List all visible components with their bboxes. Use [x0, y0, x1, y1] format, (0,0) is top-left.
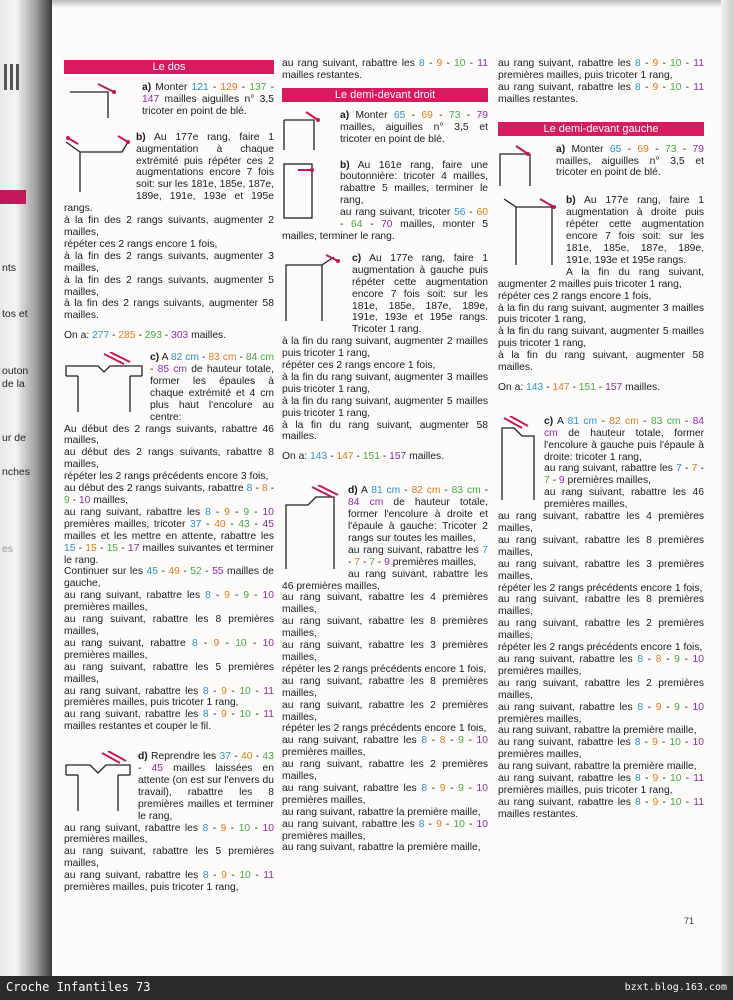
text: A	[161, 352, 168, 364]
instruction-line: répéter ces 2 rangs encore 1 fois,	[64, 238, 218, 250]
instruction-line: Au début des 2 rangs suivants, rabattre 46 mailles,	[64, 423, 274, 447]
step-d: d) A 81 cm - 82 cm - 83 cm - 84 cm de hauteur totale, former l'encolure à droite et l'épaule à gauche: Tricoter 2 rangs sur toutes les mailles, au rang suivant, rabattre les 7 - 7 - 7 - 9 premières mailles, au rang suivant, rabattre les 46 premières mailles, au rang suivant, rabattre les 4 premières mailles, au rang suivant, rabattre les 8 premières mailles, au rang suivant, rabattre les 3 premières mailles, répéter les 2 rangs précédents encore 1 fois, au rang suivant, rabattre les 8 premières mailles, au rang suivant, rabattre les 2 premières mailles, répéter les 2 rangs précédents encore 1 fois, au rang suivant, rabattre les 8 - 8 - 9 - 10 premières mailles, au rang suivant, rabattre les 2 premières mailles, au rang suivant, rabattre les 8 - 9 - 9 - 10 premières mailles, au rang suivant, rabattre la première maille, au rang suivant, rabattre les 8 - 9 - 10 - 10 premières mailles, au rang suivant, rabattre la première maille,	[282, 485, 488, 854]
size-value: 129	[220, 82, 238, 93]
instruction-line: au rang suivant, rabattre les 4 premières mailles,	[498, 511, 704, 534]
magazine-title: Croche Infantiles 73	[6, 980, 151, 994]
instruction-line: au rang suivant, rabattre les 7 - 7 - 7 - 9 premières mailles,	[544, 463, 704, 487]
total-line: On a: 277 - 285 - 293 - 303 mailles.	[64, 330, 227, 342]
instruction-line: au rang suivant, rabattre les 8 - 9 - 10 - 11 premières mailles, puis tricoter 1 rang,	[64, 870, 274, 894]
section-header-dos: Le dos	[64, 60, 274, 74]
text: On a:	[64, 330, 90, 342]
margin-fragment: outon	[2, 365, 29, 377]
instruction-line: au rang suivant, rabattre les 8 - 9 - 9 - 10 premières mailles,	[64, 590, 275, 614]
size-value: 121	[191, 82, 209, 93]
instruction-line: au rang suivant, tricoter 56 - 60 - 64 - 70 mailles, monter 5 mailles, terminer le rang.	[282, 207, 488, 242]
instruction-line: au rang suivant, rabattre les 8 - 9 - 10 - 10 premières mailles,	[64, 822, 274, 846]
binding-stripe	[10, 64, 13, 90]
step-c: c) Au 177e rang, faire 1 augmentation à gauche puis répéter cette augmentation encore 7 fois soit: sur les 181e, 185e, 187e, 189e, 191e, 193e et 195e rangs. Tricoter 1 rang. à la fin du rang suivant, augmenter 2 mailles puis tricoter 1 rang, répéter ces 2 rangs encore 1 fois, à la fin du rang suivant, augmenter 3 mailles puis tricoter 1 rang, à la fin du rang suivant, augmenter 5 mailles puis tricoter 1 rang, à la fin du rang suivant, augmenter 58 mailles. On a: 143 - 147 - 151 - 157 mailles.	[282, 252, 488, 463]
instruction-line: au rang suivant, rabattre la première maille,	[282, 842, 481, 854]
instruction-line: à la fin du rang suivant, augmenter 3 mailles puis tricoter 1 rang,	[498, 302, 704, 326]
instruction-line: répéter les 2 rangs précédents encore 1 fois,	[282, 723, 487, 735]
step-b: b) Au 177e rang, faire 1 augmentation à droite puis répéter cette augmentation encore 7 fois soit: sur les 181e, 185e, 187e, 189e, 191e, 193e et 195e rangs. A la fin du rang suivant, augmenter 2 mailles puis tricoter 1 rang, répéter ces 2 rangs encore 1 fois, à la fin du rang suivant, augmenter 3 mailles puis tricoter 1 rang, à la fin du rang suivant, augmenter 5 mailles puis tricoter 1 rang, à la fin du rang suivant, augmenter 58 mailles. On a: 143 - 147 - 151 - 157 mailles.	[498, 195, 705, 393]
instruction-line: au début des 2 rangs suivants, rabattre 8 mailles,	[64, 447, 274, 471]
diagram-buttonhole	[282, 160, 334, 220]
instruction-line: au rang suivant, rabattre les 5 premières mailles,	[64, 661, 274, 685]
size-value: 82 cm	[170, 352, 199, 364]
step-a: a) Monter 121 - 129 - 137 - 147 mailles aiguilles n° 3,5 tricoter en point de blé.	[64, 82, 274, 118]
instruction-line: au rang suivant, rabattre les 8 - 9 - 10 - 11 mailles restantes.	[498, 796, 704, 820]
margin-fragment: es	[2, 543, 14, 555]
text: Reprendre les	[151, 751, 217, 763]
instruction-line: au rang suivant, rabattre les 8 - 9 - 10 - 11 premières mailles, puis tricoter 1 rang,	[498, 58, 704, 81]
step-d: d) Reprendre les 37 - 40 - 43 - 45 mailles laissées en attente (on est sur l'envers du travail), rabattre les 8 premières mailles et terminer le rang, au rang suivant, rabattre les 8 - 9 - 10 - 10 premières mailles, au rang suivant, rabattre les 5 premières mailles, au rang suivant, rabattre les 8 - 9 - 10 - 11 premières mailles, puis tricoter 1 rang,	[64, 751, 274, 894]
instruction-line: au rang suivant, rabattre les 8 premières mailles,	[498, 594, 704, 618]
instruction-line: au rang suivant, rabattre les 5 premières mailles,	[64, 846, 274, 870]
size-value: 285	[118, 330, 136, 342]
size-value: 293	[144, 330, 162, 342]
size-value: 85 cm	[157, 364, 187, 376]
total-line: On a: 143 - 147 - 151 - 157 mailles.	[498, 381, 661, 393]
size-value: 303	[171, 330, 189, 342]
diagram-increase	[498, 195, 560, 267]
instruction-line: au rang suivant, rabattre les 4 premières mailles,	[282, 592, 488, 616]
step-label: b)	[136, 131, 146, 143]
instruction-line: au rang suivant, rabattre les 8 - 9 - 10 - 10 premières mailles,	[498, 737, 704, 761]
column-demi-devant-gauche	[498, 58, 704, 821]
instruction-line: au rang suivant, rabattre les 8 premières mailles,	[282, 616, 488, 640]
page-edge	[721, 0, 733, 1000]
page-number: 71	[684, 916, 695, 926]
margin-fragment: de la	[2, 378, 25, 390]
text: mailles laissées en attente (on est sur l'envers du travail), rabattre les 8 premières mailles et terminer le rang,	[138, 763, 274, 822]
instruction-line: répéter les 2 rangs précédents encore 3 fois,	[64, 471, 269, 483]
instruction-line: au rang suivant, rabattre les 3 premières mailles,	[282, 640, 488, 663]
binding-stripe	[16, 64, 19, 90]
instruction-line: répéter les 2 rangs précédents encore 1 fois,	[282, 663, 487, 675]
step-b	[64, 132, 274, 342]
instruction-line: au rang suivant, rabattre les 8 - 9 - 10 - 11 mailles restantes et couper le fil.	[64, 709, 274, 733]
page-top-shade	[0, 0, 733, 8]
instruction-line: au rang suivant, rabattre les 8 - 8 - 9 - 10 premières mailles,	[282, 735, 488, 759]
instruction-line: à la fin des 2 rangs suivants, augmenter 3 mailles,	[64, 250, 274, 274]
size-value: 277	[92, 330, 110, 342]
instruction-line: au rang suivant, rabattre les 46 premières mailles,	[544, 487, 704, 511]
instruction-line: au rang suivant, rabattre les 8 - 9 - 10 - 11 premières mailles, puis tricoter 1 rang,	[498, 773, 704, 796]
diagram-cast-on	[282, 110, 334, 152]
text: Monter	[155, 82, 188, 93]
column-demi-devant-droit	[282, 58, 488, 854]
margin-fragment: tos et	[2, 308, 28, 320]
margin-fragment: nches	[2, 466, 31, 478]
instruction-line: au rang suivant, rabattre la première maille,	[498, 725, 697, 737]
instruction-line: A la fin du rang suivant, augmenter 2 mailles puis tricoter 1 rang,	[498, 266, 704, 290]
instruction-line: au rang suivant, rabattre les 8 premières mailles,	[498, 534, 704, 558]
instruction-line: au rang suivant, rabattre les 8 - 9 - 10 - 11 mailles restantes.	[282, 58, 488, 81]
footer-bar	[0, 976, 733, 1000]
instruction-line: au rang suivant, rabattre les 8 - 9 - 9 - 10 premières mailles, tricoter 37 - 40 - 43 - 45 mailles et les mettre en attente, rabattre les 15 - 15 - 15 - 17 mailles suivantes et terminer le rang.	[64, 506, 275, 566]
instruction-line: à la fin du rang suivant, augmenter 58 mailles.	[498, 350, 704, 374]
instruction-line: au rang suivant, rabattre les 8 premières mailles,	[64, 614, 274, 637]
instruction-line: au rang suivant, rabattre 8 - 9 - 10 - 10 premières mailles,	[64, 637, 275, 661]
step-b: b) Au 161e rang, faire une boutonnière: tricoter 4 mailles, rabattre 5 mailles, terminer le rang, au rang suivant, tricoter 56 - 60 - 64 - 70 mailles, monter 5 mailles, terminer le rang.	[282, 159, 488, 242]
text: Au 177e rang, faire 1 augmentation à chaque extrémité puis répéter ces 2 augmentations encore 7 fois soit: sur les 181e, 185e, 187e, 189e, 191e, 193e et 195e rangs.	[64, 131, 275, 215]
step-label: d)	[138, 751, 148, 763]
instruction-line: au rang suivant, rabattre les 8 - 9 - 10 - 10 premières mailles,	[282, 818, 488, 842]
instruction-line: à la fin des 2 rangs suivants, augmenter 2 mailles,	[64, 215, 274, 238]
step-label: c)	[150, 352, 160, 364]
instruction-line: au rang suivant, rabattre les 8 - 9 - 9 - 10 premières mailles,	[498, 701, 704, 725]
instruction-line: au début des 2 rangs suivants, rabattre 8 - 8 - 9 - 10 mailles,	[64, 483, 274, 506]
size-value: 83 cm	[208, 352, 237, 364]
diagram-neck-shoulder	[282, 485, 342, 571]
step-c: c) A 81 cm - 82 cm - 83 cm - 84 cm de hauteur totale, former l'encolure à gauche puis l'épaule à droite: tricoter 1 rang, au rang suivant, rabattre les 7 - 7 - 7 - 9 premières mailles, au rang suivant, rabattre les 46 premières mailles, au rang suivant, rabattre les 4 premières mailles, au rang suivant, rabattre les 8 premières mailles, au rang suivant, rabattre les 3 premières mailles, répéter les 2 rangs précédents encore 1 fois, au rang suivant, rabattre les 8 premières mailles, au rang suivant, rabattre les 2 premières mailles, répéter les 2 rangs précédents encore 1 fois, au rang suivant, rabattre les 8 - 8 - 9 - 10 premières mailles, au rang suivant, rabattre les 2 premières mailles, au rang suivant, rabattre les 8 - 9 - 9 - 10 premières mailles, au rang suivant, rabattre la première maille, au rang suivant, rabattre les 8 - 9 - 10 - 10 premières mailles, au rang suivant, rabattre la première maille, au rang suivant, rabattre les 8 - 9 - 10 - 11 premières mailles, puis tricoter 1 rang, au rang suivant, rabattre les 8 - 9 - 10 - 11 mailles restantes.	[498, 415, 705, 820]
total-line: On a: 143 - 147 - 151 - 157 mailles.	[282, 451, 445, 463]
diagram-cast-on	[498, 144, 550, 188]
instruction-line: au rang suivant, rabattre les 46 premières mailles,	[282, 568, 488, 592]
binding-red-tab	[0, 190, 26, 204]
instruction-line: au rang suivant, rabattre les 8 premières mailles,	[282, 675, 488, 699]
instruction-line: au rang suivant, rabattre les 2 premières mailles,	[282, 699, 488, 723]
instruction-line: Continuer sur les 45 - 49 - 52 - 55 mailles de gauche,	[64, 566, 274, 590]
instruction-line: au rang suivant, rabattre les 8 - 8 - 9 - 10 premières mailles,	[498, 653, 704, 677]
size-value: 147	[142, 93, 160, 105]
instruction-line: à la fin des 2 rangs suivants, augmenter 5 mailles,	[64, 274, 274, 298]
instruction-line: au rang suivant, rabattre les 2 premières mailles,	[498, 677, 704, 701]
text: de hauteur totale, former les épaules à chaque extrémité et 4 cm plus haut l'encolure au centre:	[150, 364, 274, 423]
binding-stripe	[4, 64, 7, 90]
instruction-line: répéter les 2 rangs précédents encore 1 fois,	[498, 642, 703, 654]
step-c: c) A 82 cm - 83 cm - 84 cm - 85 cm de hauteur totale, former les épaules à chaque extrémité et 4 cm plus haut l'encolure au centre: Au début des 2 rangs suivants, rabattre 46 mailles, au début des 2 rangs suivants, rabattre 8 mailles, répéter les 2 rangs précédents encore 3 fois, au début des 2 rangs suivants, rabattre 8 - 8 - 9 - 10 mailles, au rang suivant, rabattre les 8 - 9 - 9 - 10 premières mailles, tricoter 37 - 40 - 43 - 45 mailles et les mettre en attente, rabattre les 15 - 15 - 15 - 17 mailles suivantes et terminer le rang. Continuer sur les 45 - 49 - 52 - 55 mailles de gauche, au rang suivant, rabattre les 8 - 9 - 9 - 10 premières mailles, au rang suivant, rabattre les 8 premières mailles, au rang suivant, rabattre 8 - 9 - 10 - 10 premières mailles, au rang suivant, rabattre les 5 premières mailles, au rang suivant, rabattre les 8 - 9 - 10 - 11 premières mailles, puis tricoter 1 rang, au rang suivant, rabattre les 8 - 9 - 10 - 11 mailles restantes et couper le fil.	[64, 352, 275, 733]
instruction-line: au rang suivant, rabattre les 2 premières mailles,	[498, 618, 704, 642]
instruction-line: au rang suivant, rabattre les 7 - 7 - 7 - 9 premières mailles,	[348, 544, 488, 568]
instruction-line: au rang suivant, rabattre la première maille,	[282, 806, 481, 818]
instruction-line: au rang suivant, rabattre les 8 - 9 - 9 - 10 premières mailles,	[282, 782, 488, 806]
instruction-line: à la fin des 2 rangs suivants, augmenter 58 mailles.	[64, 298, 274, 322]
size-value: 84 cm	[245, 352, 274, 364]
instruction-line: à la fin du rang suivant, augmenter 2 mailles puis tricoter 1 rang,	[282, 336, 488, 360]
instruction-line: au rang suivant, rabattre les 8 - 9 - 10 - 11 mailles restantes.	[498, 81, 704, 105]
instruction-line: à la fin du rang suivant, augmenter 58 mailles.	[282, 419, 488, 443]
column-dos	[64, 60, 274, 894]
section-header-demi-devant-gauche: Le demi-devant gauche	[498, 122, 704, 136]
instruction-line: à la fin du rang suivant, augmenter 5 mailles puis tricoter 1 rang,	[282, 395, 488, 419]
instruction-line: au rang suivant, rabattre les 3 premières mailles,	[498, 558, 704, 582]
page-binding	[0, 0, 52, 1000]
blog-watermark: bzxt.blog.163.com	[624, 982, 727, 993]
diagram-neck-shoulder	[498, 416, 538, 502]
diagram-increase	[64, 132, 130, 194]
instruction-line: à la fin du rang suivant, augmenter 5 mailles puis tricoter 1 rang,	[498, 326, 704, 350]
step-a: a) Monter 65 - 69 - 73 - 79 mailles, aiguilles n° 3,5 et tricoter en point de blé.	[282, 110, 488, 146]
text: mailles aiguilles n° 3,5 tricoter en point de blé.	[142, 93, 274, 117]
size-value: 137	[249, 82, 267, 93]
diagram-shoulders	[64, 352, 144, 414]
instruction-line: répéter les 2 rangs précédents encore 1 fois,	[498, 582, 703, 594]
step-a: a) Monter 65 - 69 - 73 - 79 mailles, aiguilles n° 3,5 et tricoter en point de blé.	[498, 144, 704, 180]
instruction-line: répéter ces 2 rangs encore 1 fois,	[498, 290, 652, 302]
margin-fragment: ur de	[2, 432, 26, 444]
diagram-increase	[282, 253, 346, 323]
diagram-neck	[64, 751, 132, 813]
instruction-line: répéter ces 2 rangs encore 1 fois,	[282, 360, 436, 372]
step-label: a)	[142, 82, 152, 93]
diagram-cast-on	[64, 82, 136, 120]
instruction-line: au rang suivant, rabattre les 2 premières mailles,	[282, 759, 488, 783]
text: mailles.	[191, 330, 227, 342]
instruction-line: au rang suivant, rabattre les 8 - 9 - 10 - 11 premières mailles, puis tricoter 1 rang,	[64, 685, 274, 709]
instruction-line: à la fin du rang suivant, augmenter 3 mailles puis tricoter 1 rang,	[282, 371, 488, 395]
section-header-demi-devant-droit: Le demi-devant droit	[282, 88, 488, 102]
margin-fragment: nts	[2, 262, 17, 274]
instruction-line: au rang suivant, rabattre la première maille,	[498, 761, 697, 773]
